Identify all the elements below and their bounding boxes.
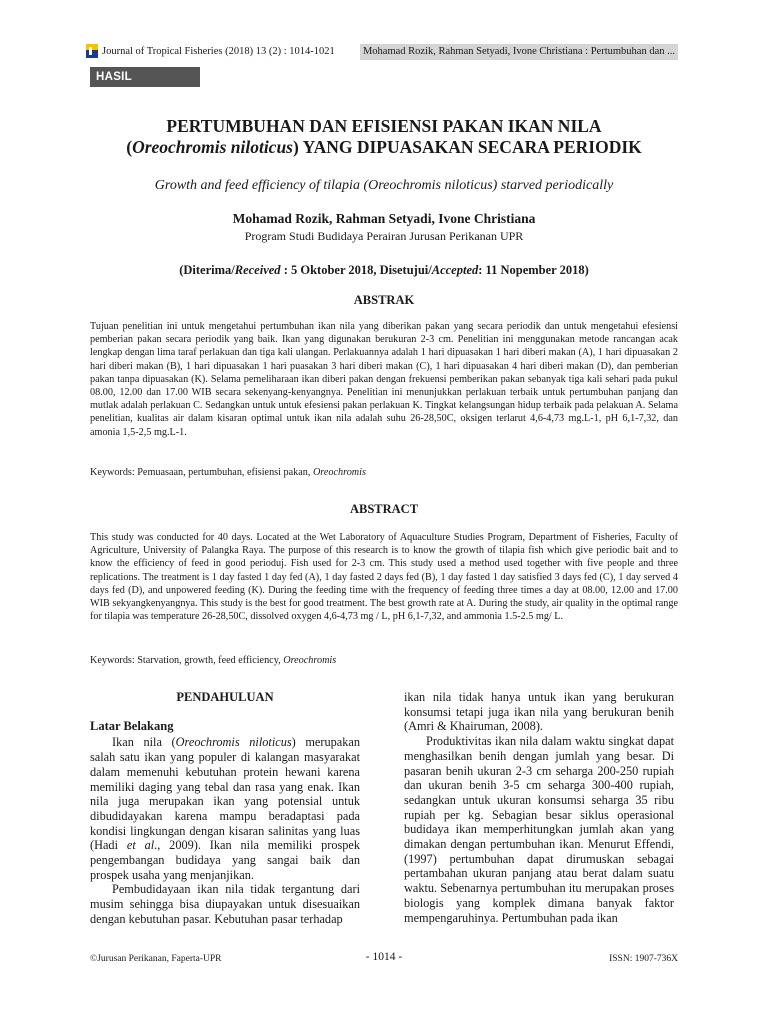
journal-citation: Journal of Tropical Fisheries (2018) 13 (2) : 1014-1021 [102,46,335,57]
body-column-right [404,690,674,925]
title-line-2: (Oreochromis niloticus) YANG DIPUASAKAN SECARA PERIODIK [126,137,642,157]
authors: Mohamad Rozik, Rahman Setyadi, Ivone Christiana [232,211,536,226]
affiliation: Program Studi Budidaya Perairan Jurusan Perikanan UPR [244,229,524,243]
keywords-text: Keywords: Starvation, growth, feed efficiency, [90,655,284,666]
received-date: : 5 Oktober 2018, Disetujui/ [280,263,432,277]
abstrak-body: Tujuan penelitian ini untuk mengetahui pertumbuhan ikan nila yang diberikan pakan yang secara periodik dan untuk mengetahui efesiensi pemberian pakan secara periodik yang baik. Ikan yang digunakan berukuran 2-3 cm. Penelitian ini menggunakan metode rancangan acak lengkap dengan lima taraf perlakuan dan tiga kali ulangan. Perlakuannya adalah 1 hari dipuasakan 1 hari diberi makan (A), 1 hari dipuasakan 2 hari diberi makan (B), 1 hari dipuasakan 1 hari puasakan 3 hari diberi makan (C), 1 hari dipuasakan 4 hari diberi makan (D), dan pemberian pakan tanpa dipuasakan (K). Selama pemeliharaan ikan diberi pakan dengan frekuensi pemberikan pakan sebanyak tiga kali sehari pada pukul 08.00, 12.00 dan 17.00 WIB secara sekenyang-kenyangnya. Penelitian ini menunjukkan perlakuan terbaik untuk pertumbuhan panjang dan mutlak adalah perlakuan C. Sedangkan untuk untuk efesiensi pakan perlakuan K. Tingkat kelangsungan hidup terbaik pada pelakuan A. Selama penelitian, kualitas air dalam kisaran optimal untuk ikan nila adalah suhu 26-28,50C, oksigen terlarut 4,6-4,73 mg.L-1, pH 6,1-7,32, dan amonia 1,5-2,5 mg.L-1. [90,321,678,438]
p1-end: ., 2009). Ikan nila memiliki prospek pengembangan budidaya yang sangai baik dan prospek usaha yang menjanjikan. [90,838,361,882]
keywords-text: Keywords: Pemuasaan, pertumbuhan, efisiensi pakan, [90,467,313,478]
body-column-left [90,690,360,927]
latar-belakang-heading: Latar Belakang [90,718,174,733]
footer-copyright: ©Jurusan Perikanan, Faperta-UPR [90,954,222,964]
paragraph-4: Produktivitas ikan nila dalam waktu singkat dapat menghasilkan benih dengan jumlah yang besar. Di pasaran benih ukuran 2-3 cm seharga 200-250 rupiah dan ukuran benih 3-5 cm seharga 300-400 rupiah, sedangkan untuk ukuran konsumsi seharga 35 ribu rupiah per kg. Sebagian besar siklus operasional budidaya ikan memperhitungkan jumlah akan yang dimakan dengan pertumbuhan ikan. Menurut Effendi, (1997) pertumbuhan dapat dirumuskan sebagai pertambahan ukuran panjang atau berat dalam suatu waktu. Sebenarnya pertumbuhan itu merupakan proses biologis yang komplek dimana banyak faktor mempengaruhinya. Pertumbuhan pada ikan [404,734,674,925]
keywords-genus: Oreochromis [312,467,366,478]
abstract-keywords [90,654,678,667]
abstract-body: This study was conducted for 40 days. Located at the Wet Laboratory of Aquaculture Studies Program, Department of Fisheries, Faculty of Agriculture, University of Palangka Raya. The purpose of this research is to know the growth of tilapia fish which give periodic bait and to know the efficiency of feed in good perioduj. Fish used for 2-3 cm. This study used a method used together with five people and three replications. The treatment is 1 day fasted 1 day fed (A), 1 day fasted 2 days fed (B), 1 day fasted 1 day satisfied 3 days fed (C), 1 day served 4 days fed (D), and unpowered feeding (K). During the feeding time with the frequency of feeding three times a day at 08.00, 12.00 and 17.00 WIB sekyangkenyangnya. This study is the best for good treatment. The best growth rate at A. During the study, air quality in the optimal range for tilapia was temperature 26-28,50C, dissolved oxygen 4,6-4,73 mg / L, pH 6,1-7,32, and ammonia 1.5-2.5 mg/ L. [90,532,678,623]
pendahuluan-heading: PENDAHULUAN [176,690,274,704]
keywords-genus: Oreochromis [283,655,337,666]
p1-species: Oreochromis niloticus [175,735,292,750]
title-line-1: PERTUMBUHAN DAN EFISIENSI PAKAN IKAN NILA [166,116,602,136]
accepted-label-en: Accepted [431,263,479,277]
page-number: - 1014 - [365,951,403,963]
submission-dates: (Diterima/Received : 5 Oktober 2018, Disetujui/Accepted: 11 Nopember 2018) [179,263,589,277]
accepted-date: : 11 Nopember 2018 [478,263,585,277]
p1-start: Ikan nila ( [112,735,176,750]
paragraph-2: Pembudidayaan ikan nila tidak tergantung dari musim sehingga bisa diupayakan untuk disesuaikan dengan kebutuhan pasar. Kebutuhan pasar terhadap [90,882,360,926]
received-label: Diterima/ [183,263,235,277]
paragraph-3: ikan nila tidak hanya untuk ikan yang berukuran konsumsi tetapi juga ikan nila yang berukuran benih (Amri & Khairuman, 2008). [404,690,674,734]
page-header [90,44,678,60]
english-title: Growth and feed efficiency of tilapia (Oreochromis niloticus) starved periodically [154,178,614,193]
running-head: Mohamad Rozik, Rahman Setyadi, Ivone Christiana : Pertumbuhan dan ... [360,44,678,60]
title-species: Oreochromis niloticus [132,137,293,157]
section-tag: HASIL PENELITIAN [90,67,200,87]
journal-logo-icon [86,44,98,58]
p1-mid: ) merupakan salah satu ikan yang populer di kalangan masyarakat dalam memenuhi kebutuhan protein hewani karena memiliki daging yang tebal dan rasa yang enak. Ikan nila juga merupakan ikan yang potensial untuk dibudidayakan karena mampu beradaptasi pada kondisi lingkungan dengan kisaran salinitas yang luas (Hadi [90,735,360,853]
abstract-heading: ABSTRACT [349,502,419,516]
page-footer [90,952,678,966]
footer-issn: ISSN: 1907-736X [609,954,678,964]
abstrak-heading: ABSTRAK [353,293,415,307]
paper-title [90,116,678,158]
abstrak-keywords [90,466,678,479]
paragraph-1 [90,735,360,882]
received-label-en: Received [234,263,281,277]
title-line-2-rest: YANG DIPUASAKAN SECARA PERIODIK [302,137,642,157]
p1-etal: et al [126,838,155,853]
